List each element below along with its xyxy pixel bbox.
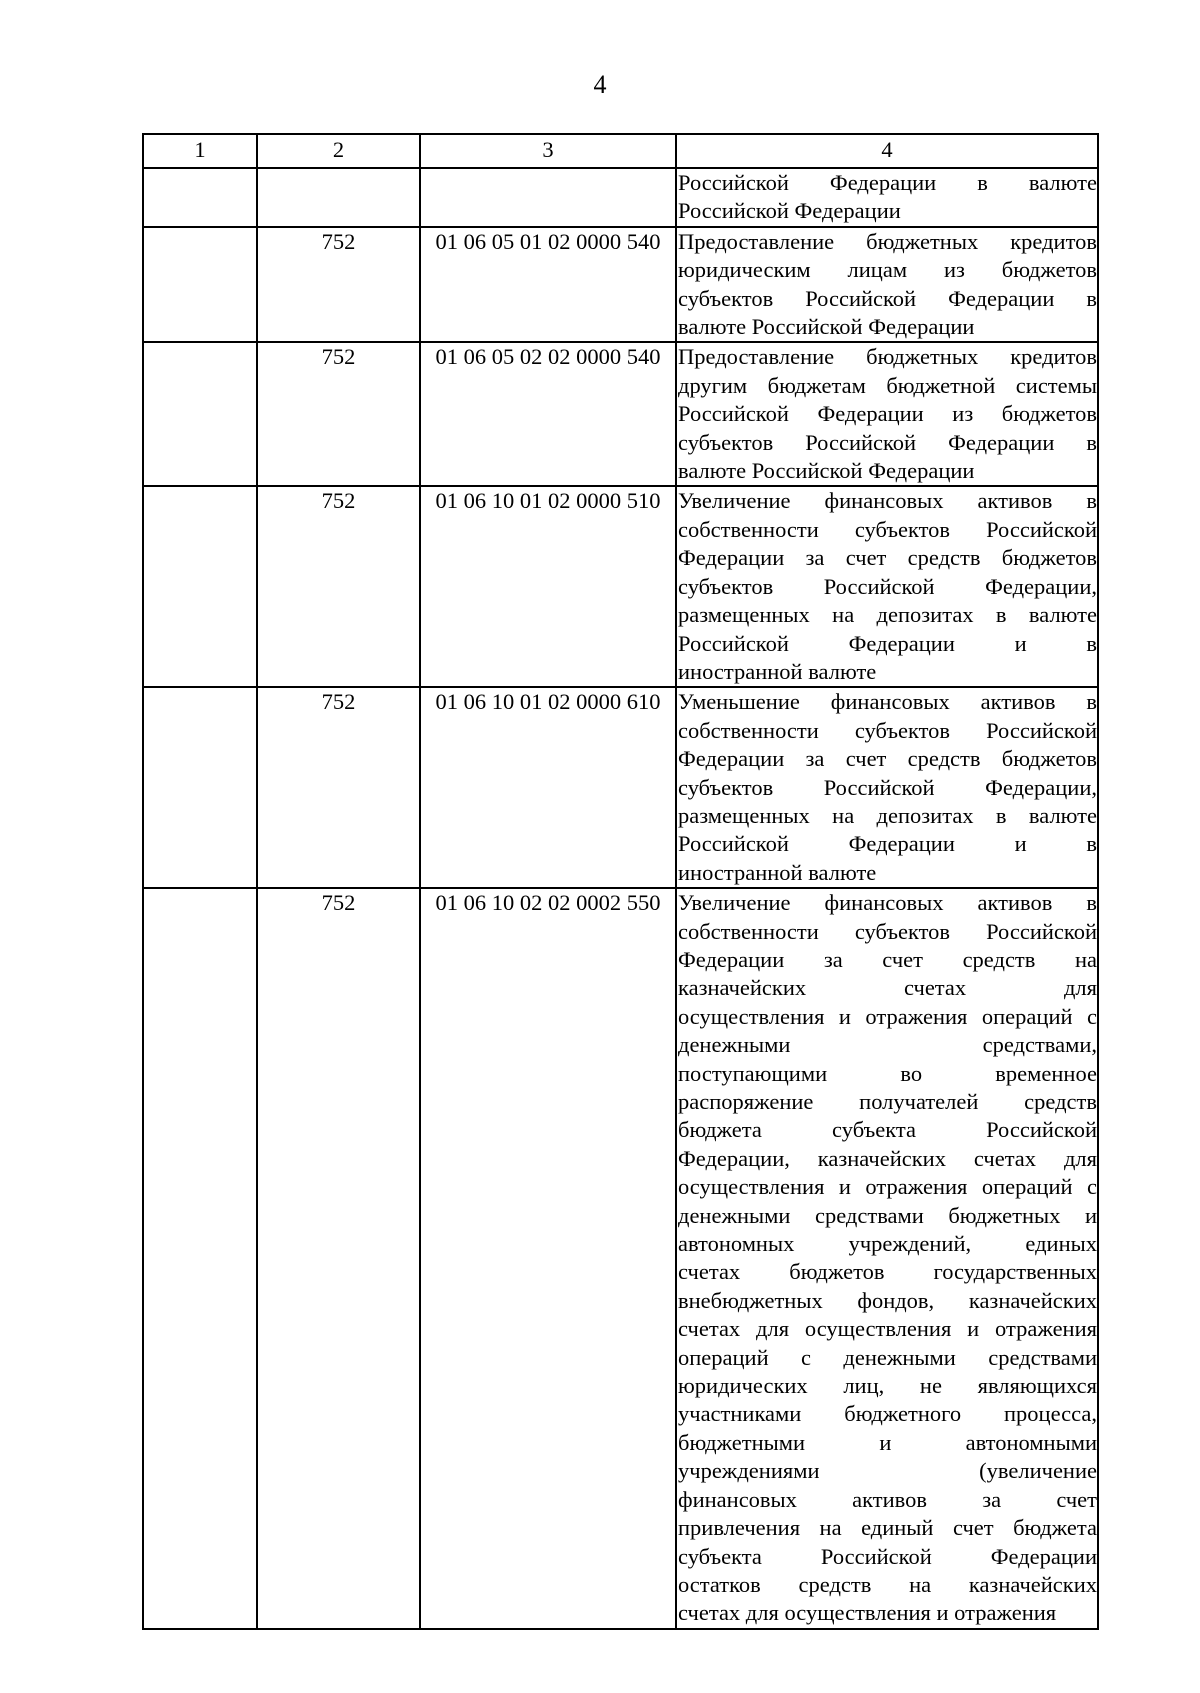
table-row [143, 687, 1098, 888]
table-row [143, 888, 1098, 1629]
row-description-cell [676, 227, 1098, 343]
description-line: осуществления и отражения операций с [678, 1003, 1097, 1029]
description-line: Увеличение финансовых активов в [678, 890, 1097, 916]
description-line: финансовых активов за счет [678, 1486, 1097, 1512]
row-admin-code-cell [257, 168, 420, 227]
row-admin-code-cell: 752 [257, 342, 420, 486]
header-col-1: 1 [143, 134, 257, 168]
description-line: Федерации за счет средств бюджетов [678, 545, 1097, 571]
header-col-4: 4 [676, 134, 1098, 168]
row-col1-cell [143, 342, 257, 486]
row-description-cell [676, 687, 1098, 888]
row-admin-code-cell: 752 [257, 227, 420, 343]
description-line: поступающими во временное [678, 1060, 1097, 1086]
description-line: автономных учреждений, единых [678, 1231, 1097, 1257]
row-col1-cell [143, 486, 257, 687]
description-line: Российской Федерации и в [678, 831, 1097, 857]
row-classification-code-cell: 01 06 05 01 02 0000 540 [420, 227, 676, 343]
description-line: субъектов Российской Федерации в [678, 285, 1097, 311]
description-line: иностранной валюте [678, 859, 877, 885]
row-description-cell [676, 486, 1098, 687]
description-line: юридических лиц, не являющихся [678, 1373, 1097, 1399]
description-line: привлечения на единый счет бюджета [678, 1515, 1097, 1541]
description-line: иностранной валюте [678, 658, 877, 684]
table-row [143, 227, 1098, 343]
table-row [143, 486, 1098, 687]
description-line: Предоставление бюджетных кредитов [678, 228, 1097, 254]
row-admin-code-cell: 752 [257, 888, 420, 1629]
row-classification-code-cell: 01 06 10 01 02 0000 510 [420, 486, 676, 687]
description-line: Российской Федерации в валюте [678, 170, 1097, 195]
description-line: юридическим лицам из бюджетов [678, 257, 1097, 283]
description-line: распоряжение получателей средств [678, 1089, 1097, 1114]
description-line: Уменьшение финансовых активов в [678, 689, 1097, 715]
description-line: бюджетными и автономными [678, 1429, 1097, 1455]
description-line: субъектов Российской Федерации, [678, 573, 1097, 599]
description-line: операций с денежными средствами [678, 1344, 1097, 1370]
description-line: субъектов Российской Федерации, [678, 774, 1097, 800]
description-line: участниками бюджетного процесса, [678, 1401, 1097, 1427]
description-line: счетах для осуществления и отражения [678, 1316, 1097, 1342]
description-line: счетах для осуществления и отражения [678, 1600, 1057, 1626]
row-classification-code-cell [420, 168, 676, 227]
description-line: казначейских счетах для [678, 975, 1097, 1001]
row-admin-code-cell: 752 [257, 687, 420, 888]
row-classification-code-cell: 01 06 10 02 02 0002 550 [420, 888, 676, 1629]
row-col1-cell [143, 227, 257, 343]
description-line: бюджета субъекта Российской [678, 1117, 1097, 1143]
description-line: Российской Федерации и в [678, 630, 1097, 656]
description-line: другим бюджетам бюджетной системы [678, 372, 1097, 398]
description-line: Российской Федерации [678, 198, 901, 224]
description-line: Федерации, казначейских счетах для [678, 1145, 1097, 1171]
row-classification-code-cell: 01 06 10 01 02 0000 610 [420, 687, 676, 888]
description-line: собственности субъектов Российской [678, 717, 1097, 743]
header-col-2: 2 [257, 134, 420, 168]
row-col1-cell [143, 168, 257, 227]
description-line: субъектов Российской Федерации в [678, 429, 1097, 455]
table-row [143, 342, 1098, 486]
table-row [143, 168, 1098, 227]
description-line: валюте Российской Федерации [678, 458, 975, 484]
table-header-row [143, 134, 1098, 168]
description-line: денежными средствами бюджетных и [678, 1202, 1097, 1228]
row-col1-cell [143, 687, 257, 888]
description-line: валюте Российской Федерации [678, 314, 975, 340]
description-line: Предоставление бюджетных кредитов [678, 344, 1097, 370]
budget-classification-table [142, 133, 1099, 1630]
row-description-cell [676, 888, 1098, 1629]
description-line: счетах бюджетов государственных [678, 1259, 1097, 1285]
page-number: 4 [593, 70, 607, 99]
description-line: Федерации за счет средств бюджетов [678, 746, 1097, 772]
row-description-cell [676, 342, 1098, 486]
description-line: внебюджетных фондов, казначейских [678, 1287, 1097, 1313]
description-line: Увеличение финансовых активов в [678, 488, 1097, 514]
row-description-cell [676, 168, 1098, 227]
description-line: размещенных на депозитах в валюте [678, 802, 1097, 828]
description-line: Российской Федерации из бюджетов [678, 401, 1097, 427]
row-col1-cell [143, 888, 257, 1629]
row-admin-code-cell: 752 [257, 486, 420, 687]
description-line: денежными средствами, [678, 1032, 1097, 1058]
description-line: Федерации за счет средств на [678, 946, 1097, 972]
description-line: остатков средств на казначейских [678, 1571, 1097, 1597]
row-classification-code-cell: 01 06 05 02 02 0000 540 [420, 342, 676, 486]
description-line: собственности субъектов Российской [678, 918, 1097, 944]
description-line: собственности субъектов Российской [678, 516, 1097, 542]
description-line: осуществления и отражения операций с [678, 1174, 1097, 1200]
description-line: размещенных на депозитах в валюте [678, 602, 1097, 628]
description-line: субъекта Российской Федерации [678, 1543, 1097, 1569]
header-col-3: 3 [420, 134, 676, 168]
description-line: учреждениями (увеличение [678, 1458, 1097, 1484]
